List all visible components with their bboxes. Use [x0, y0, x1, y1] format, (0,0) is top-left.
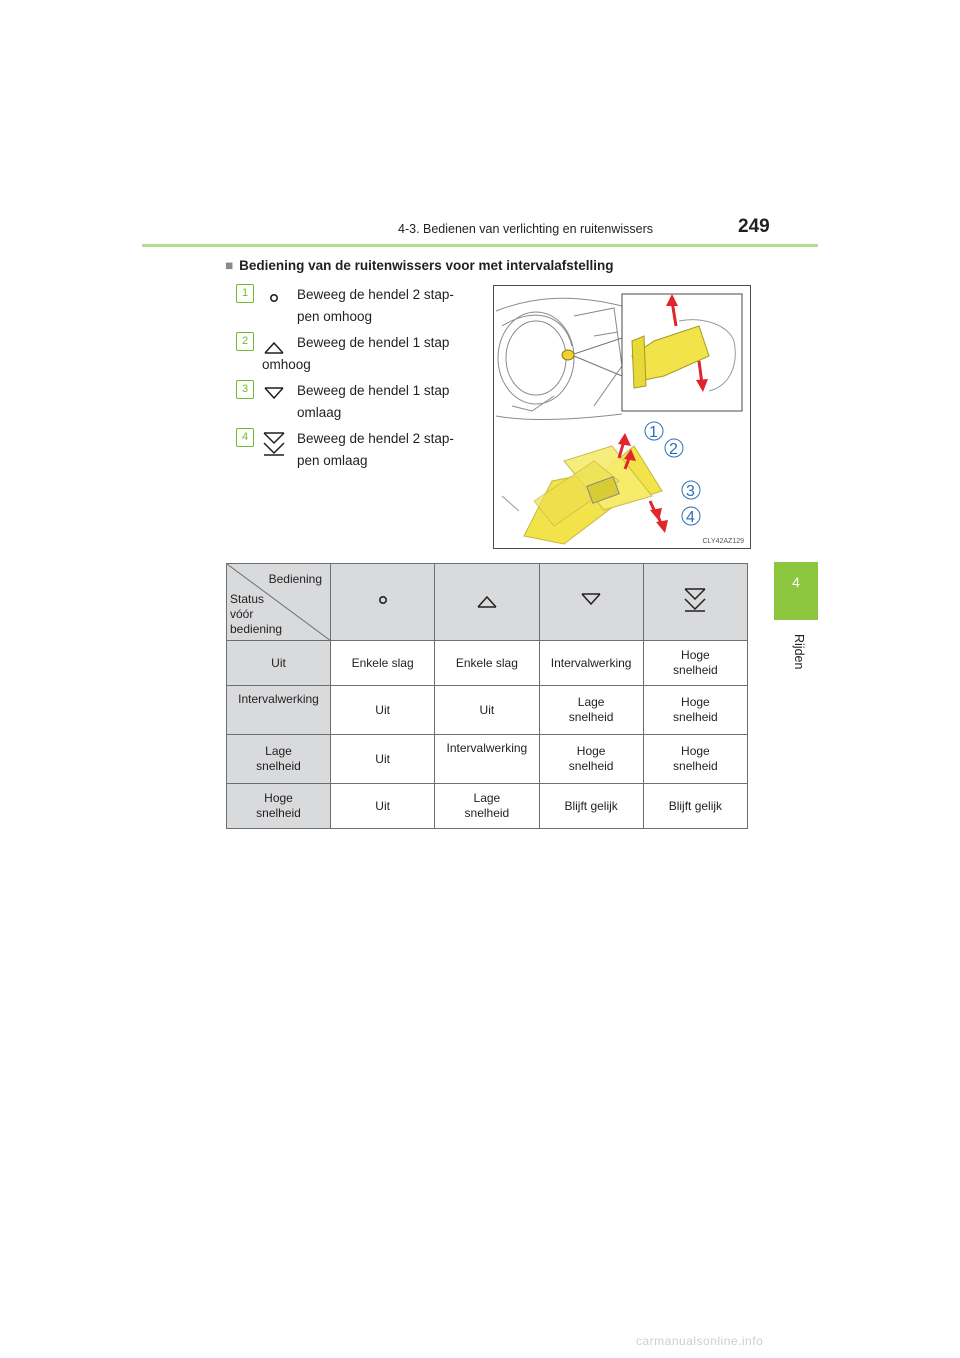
chapter-tab-number: 4	[792, 574, 800, 590]
table-cell: Enkele slag	[435, 641, 539, 686]
watermark: carmanualsonline.info	[636, 1334, 764, 1348]
table-cell: Lage snelheid	[435, 784, 539, 829]
table-row	[227, 686, 748, 735]
table-row	[227, 735, 748, 784]
double-down-chevron-icon	[683, 586, 707, 614]
table-cell: Hoge snelheid	[643, 735, 747, 784]
square-bullet-icon: ■	[225, 258, 234, 273]
table-cell: Uit	[435, 686, 539, 735]
table-row	[227, 784, 748, 829]
single-down-chevron-icon	[262, 382, 286, 406]
step-text: Beweeg de hendel 2 stap- pen omhoog	[297, 287, 454, 324]
circle-icon	[262, 286, 286, 310]
step-number-badge: 1	[236, 284, 254, 303]
wiper-lever-illustration	[493, 285, 751, 549]
page-number: 249	[738, 216, 770, 237]
step-text: Beweeg de hendel 1 stap omlaag	[297, 383, 450, 420]
table-cell: Lage snelheid	[539, 686, 643, 735]
step-text: Beweeg de hendel 2 stap- pen omlaag	[297, 431, 454, 468]
row-status-cell: Intervalwerking	[227, 686, 331, 735]
table-cell: Hoge snelheid	[539, 735, 643, 784]
table-cell: Enkele slag	[331, 641, 435, 686]
row-status-cell: Lage snelheid	[227, 735, 331, 784]
table-header-row	[227, 564, 748, 641]
step-number-badge: 2	[236, 332, 254, 351]
table-cell: Hoge snelheid	[643, 641, 747, 686]
figure-callout: 4	[686, 509, 695, 526]
step-number-badge: 4	[236, 428, 254, 447]
step-text: Beweeg de hendel 1 stap omhoog	[262, 335, 450, 372]
single-down-chevron-icon	[579, 588, 603, 612]
step-item	[236, 428, 484, 478]
table-cell: Blijft gelijk	[539, 784, 643, 829]
circle-icon	[371, 588, 395, 612]
step-number-badge: 3	[236, 380, 254, 399]
table-cell: Intervalwerking	[539, 641, 643, 686]
table-cell: Intervalwerking	[435, 735, 539, 784]
chapter-title: 4-3. Bedienen van verlichting en ruitenwissers	[398, 222, 653, 236]
table-cell: Hoge snelheid	[643, 686, 747, 735]
table-row	[227, 641, 748, 686]
col-header-circle	[331, 564, 435, 641]
corner-operation-label: Bediening	[268, 572, 322, 586]
col-header-up	[435, 564, 539, 641]
figure-callout: 3	[686, 483, 695, 500]
figure-callout: 2	[669, 441, 678, 458]
step-item	[236, 284, 484, 334]
figure-code: CLY42AZ129	[702, 538, 744, 545]
col-header-down	[539, 564, 643, 641]
step-item	[236, 332, 484, 382]
table-cell: Blijft gelijk	[643, 784, 747, 829]
chapter-tab	[774, 562, 818, 620]
lever-drawing	[494, 286, 750, 548]
row-status-cell: Hoge snelheid	[227, 784, 331, 829]
corner-status-label: Status vóór bediening	[230, 592, 283, 636]
header-divider	[142, 244, 818, 247]
row-status-cell: Uit	[227, 641, 331, 686]
step-item	[236, 380, 484, 430]
double-down-chevron-icon	[262, 430, 286, 458]
table-cell: Uit	[331, 784, 435, 829]
table-cell: Uit	[331, 735, 435, 784]
figure-callout: 1	[649, 424, 658, 441]
single-up-chevron-icon	[475, 588, 499, 612]
table-corner-cell	[227, 564, 331, 641]
table-cell: Uit	[331, 686, 435, 735]
wiper-operation-table	[226, 563, 748, 829]
section-title-text: Bediening van de ruitenwissers voor met intervalafstelling	[239, 258, 614, 273]
chapter-tab-label: Rijden	[792, 634, 806, 670]
col-header-double-down	[643, 564, 747, 641]
section-heading	[225, 258, 614, 273]
